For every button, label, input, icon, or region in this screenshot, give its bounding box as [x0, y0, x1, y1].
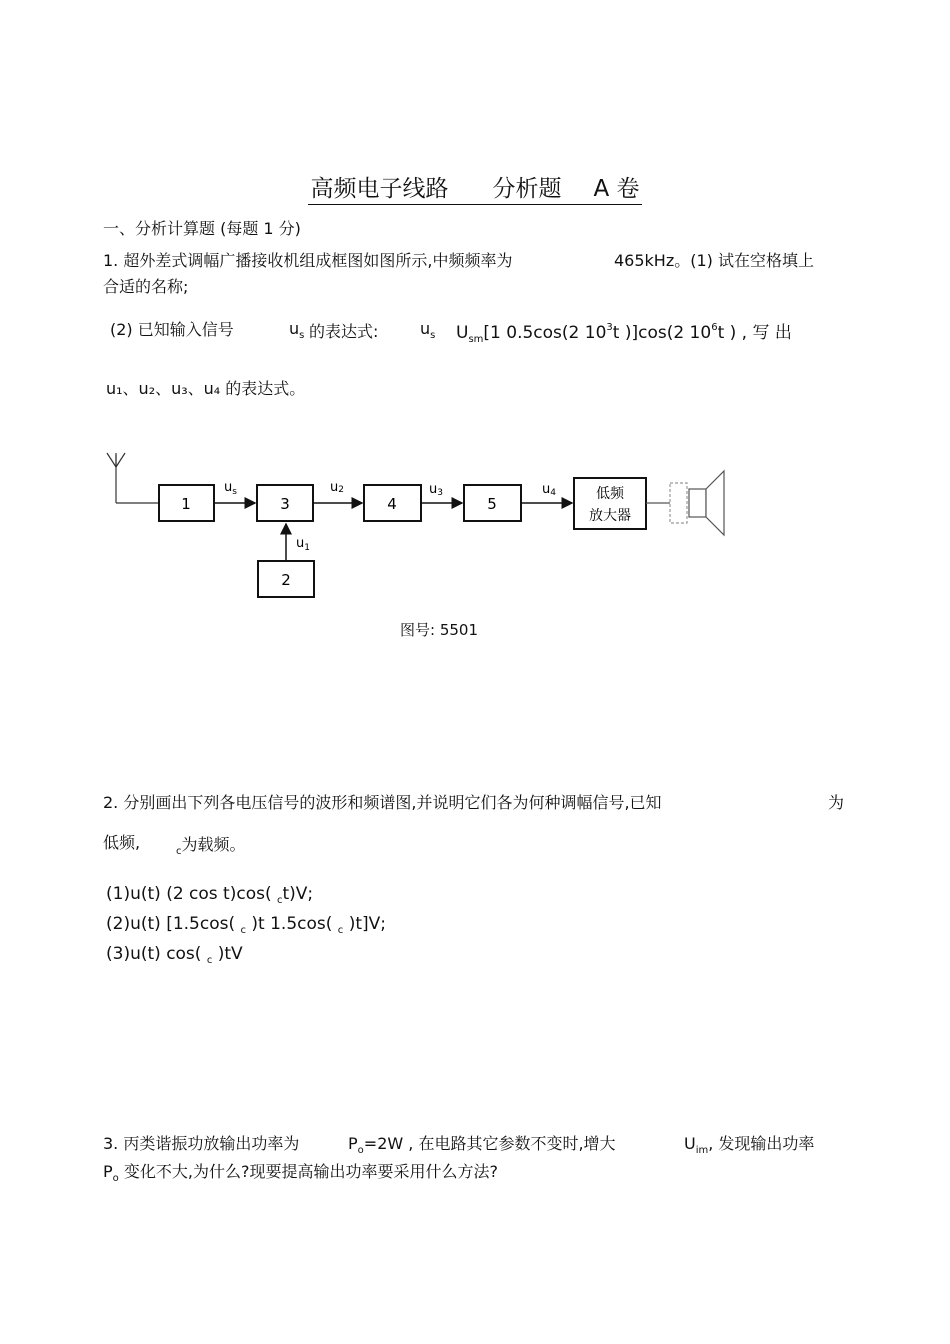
q1-line3-a: (2) 已知输入信号 [110, 320, 234, 339]
label-u2: u2 [330, 480, 344, 495]
q3-line1-b: $P_o=2W$ , 在电路其它参数不变时,增大 [348, 1134, 616, 1156]
lf-amp-line2: 放大器 [589, 508, 631, 524]
section-heading: 一、分析计算题 (每题 1 分) [103, 219, 301, 238]
antenna-icon [107, 453, 159, 503]
q1-line4: u₁、u₂、u₃、u₄ 的表达式。 [106, 379, 306, 398]
q2-line1-b: 为 [828, 793, 845, 812]
block-2-label: 2 [281, 571, 291, 589]
q1-line1-b: 465kHz。(1) 试在空格填上 [614, 251, 814, 270]
title-part2: 分析题 [492, 176, 562, 202]
q2-line1-a: 2. 分别画出下列各电压信号的波形和频谱图,并说明它们各为何种调幅信号,已知 [103, 793, 662, 812]
q3-line2: $P_o$ 变化不大,为什么?现要提高输出功率要采用什么方法? [103, 1162, 498, 1184]
q2-line2-b: $_c$为载频。 [176, 835, 246, 857]
q2-formula-3: (3)u(t) cos( $_c$ )tV [106, 944, 243, 966]
label-u4: u4 [542, 482, 556, 498]
figure-caption: 图号: 5501 [400, 621, 478, 639]
label-us: $u_s$ [224, 480, 237, 497]
q3-line1-d: $U_{im}$, 发现输出功率 [684, 1134, 815, 1156]
q3-line1-a: 3. 丙类谐振功放输出功率为 [103, 1134, 300, 1153]
q1-line1-a: 1. 超外差式调幅广播接收机组成框图如图所示,中频频率为 [103, 251, 513, 270]
q1-line3-b: 的表达式: [309, 322, 379, 341]
speaker-icon [646, 471, 724, 535]
q1-line3-us: $u_s$ [289, 319, 305, 341]
block-3-label: 3 [280, 495, 290, 513]
q2-formula-1: (1)u(t) (2 cos t)cos( $_c$t)V; [106, 884, 314, 906]
block-4-label: 4 [387, 495, 397, 513]
q1-formula-us: $u_s$ [420, 319, 436, 341]
block-5-label: 5 [487, 495, 497, 513]
q2-formula-2: (2)u(t) [1.5cos( $_c$ )t 1.5cos( $_c$ )t]V; [106, 914, 386, 936]
page-title [0, 170, 950, 203]
label-u1: $u_1$ [296, 536, 310, 553]
title-part3: A 卷 [593, 176, 640, 202]
lf-amp-line1: 低频 [596, 486, 624, 502]
title-part1: 高频电子线路 [310, 176, 449, 202]
receiver-block-diagram [100, 445, 740, 605]
q1-formula-body: $U_{sm}[1$ 0.5cos(2 $10^3t$ )]cos(2 $10^6t$ ) , 写 出 [456, 322, 792, 345]
block-1-label: 1 [181, 495, 191, 513]
q1-line2: 合适的名称; [103, 277, 189, 296]
q2-line2-a: 低频, [103, 833, 141, 852]
label-u3: u3 [429, 482, 443, 498]
